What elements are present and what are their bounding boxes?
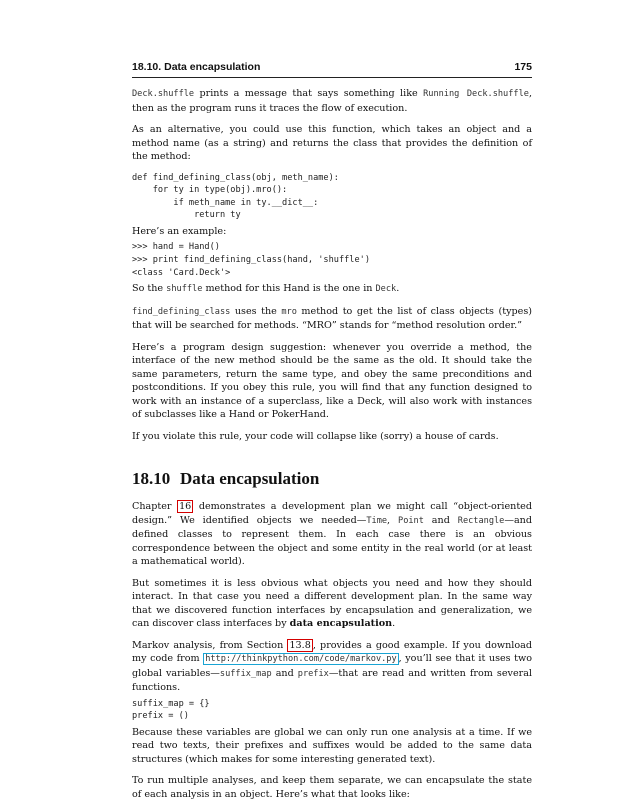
inline-code: Time [366, 515, 388, 526]
section-number: 18.10 [132, 469, 171, 489]
running-head [132, 61, 532, 78]
section-heading [132, 469, 532, 489]
paragraph-oo-design: Chapter 16 demonstrates a development plan we might call “object-oriented design.” We identified objects we needed—Time, Point and Rectangle—and defined classes to represent them. In each case there is an obvious correspondence between the object and some entity in the real world (or at least a mathematical world). [132, 501, 532, 568]
paragraph-mro: find_defining_class uses the mro method to get the list of class objects (types) that will be searched for methods. “MRO” stands for “method resolution order.” [132, 305, 532, 332]
inline-code: Point [398, 515, 424, 526]
inline-code: find_defining_class [132, 306, 231, 317]
code-block-example: >>> hand = Hand() >>> print find_defining_class(hand, 'shuffle') <class 'Card.Deck'> [132, 242, 370, 278]
inline-code: prefix [297, 668, 329, 679]
paragraph-data-encapsulation: But sometimes it is less obvious what objects you need and how they should interact. In that case you need a different development plan. In the same way that we discovered function interfaces by encapsulation and generalization, we can discover class interfaces by data encapsulation. [132, 577, 532, 630]
inline-code: mro [281, 306, 297, 317]
url-link[interactable]: http://thinkpython.com/code/markov.py [205, 654, 397, 665]
code-block-find-defining-class: def find_defining_class(obj, meth_name): for ty in type(obj).mro(): if meth_name in ty.__dict__: return ty [132, 172, 339, 221]
code-block-globals: suffix_map = {} prefix = () [132, 698, 210, 722]
inline-code: suffix_map [219, 668, 272, 679]
inline-code: Deck.shuffle [132, 89, 195, 99]
paragraph-multiple-analyses: To run multiple analyses, and keep them separate, we can encapsulate the state of each analysis in an object. Here’s what that looks like: [132, 775, 532, 800]
page-body [132, 87, 532, 809]
paragraph-example-intro: Here’s an example: [132, 225, 227, 237]
paragraph-markov: Markov analysis, from Section 13.8 , provides a good example. If you download my code from http://thinkpython.com/code/markov.py , you’ll see that it uses two global variables—suffix_map and prefix—that are read and written from several functions. [132, 639, 532, 694]
chapter-link[interactable]: 16 [179, 501, 192, 513]
paragraph-alternative: As an alternative, you could use this function, which takes an object and a method name (as a string) and returns the class that provides the definition of the method: [132, 124, 532, 162]
inline-code: Rectangle [457, 515, 505, 526]
paragraph-shuffle-method: So the shuffle method for this Hand is the one in Deck. [132, 283, 400, 295]
running-head-section: 18.10. Data encapsulation [132, 61, 261, 73]
inline-code: Running Deck.shuffle [423, 89, 529, 99]
page-number: 175 [514, 61, 532, 73]
inline-code: Deck [375, 284, 397, 295]
term-data-encapsulation: data encapsulation [289, 618, 393, 630]
paragraph-violate-rule: If you violate this rule, your code will collapse like (sorry) a house of cards. [132, 430, 499, 442]
paragraph-design-suggestion: Here’s a program design suggestion: whenever you override a method, the interface of the new method should be the same as the old. It should take the same parameters, return the same type, and obey the same preconditions and postconditions. If you obey this rule, you will find that any function designed to work with an instance of a superclass, like a Deck, will also work with instances of subclasses like a Hand or PokerHand. [132, 341, 532, 421]
inline-code: shuffle [166, 284, 203, 295]
paragraph-global-limitation: Because these variables are global we can only run one analysis at a time. If we read two texts, their prefixes and suffixes would be added to the same data structures (which makes for some interesting generated text). [132, 726, 532, 765]
section-link[interactable]: 13.8 [289, 639, 311, 651]
paragraph-shuffle-trace: Deck.shuffle prints a message that says something like Running Deck.shuffle, then as the program runs it traces the flow of execution. [132, 88, 532, 114]
section-title: Data encapsulation [180, 469, 320, 489]
